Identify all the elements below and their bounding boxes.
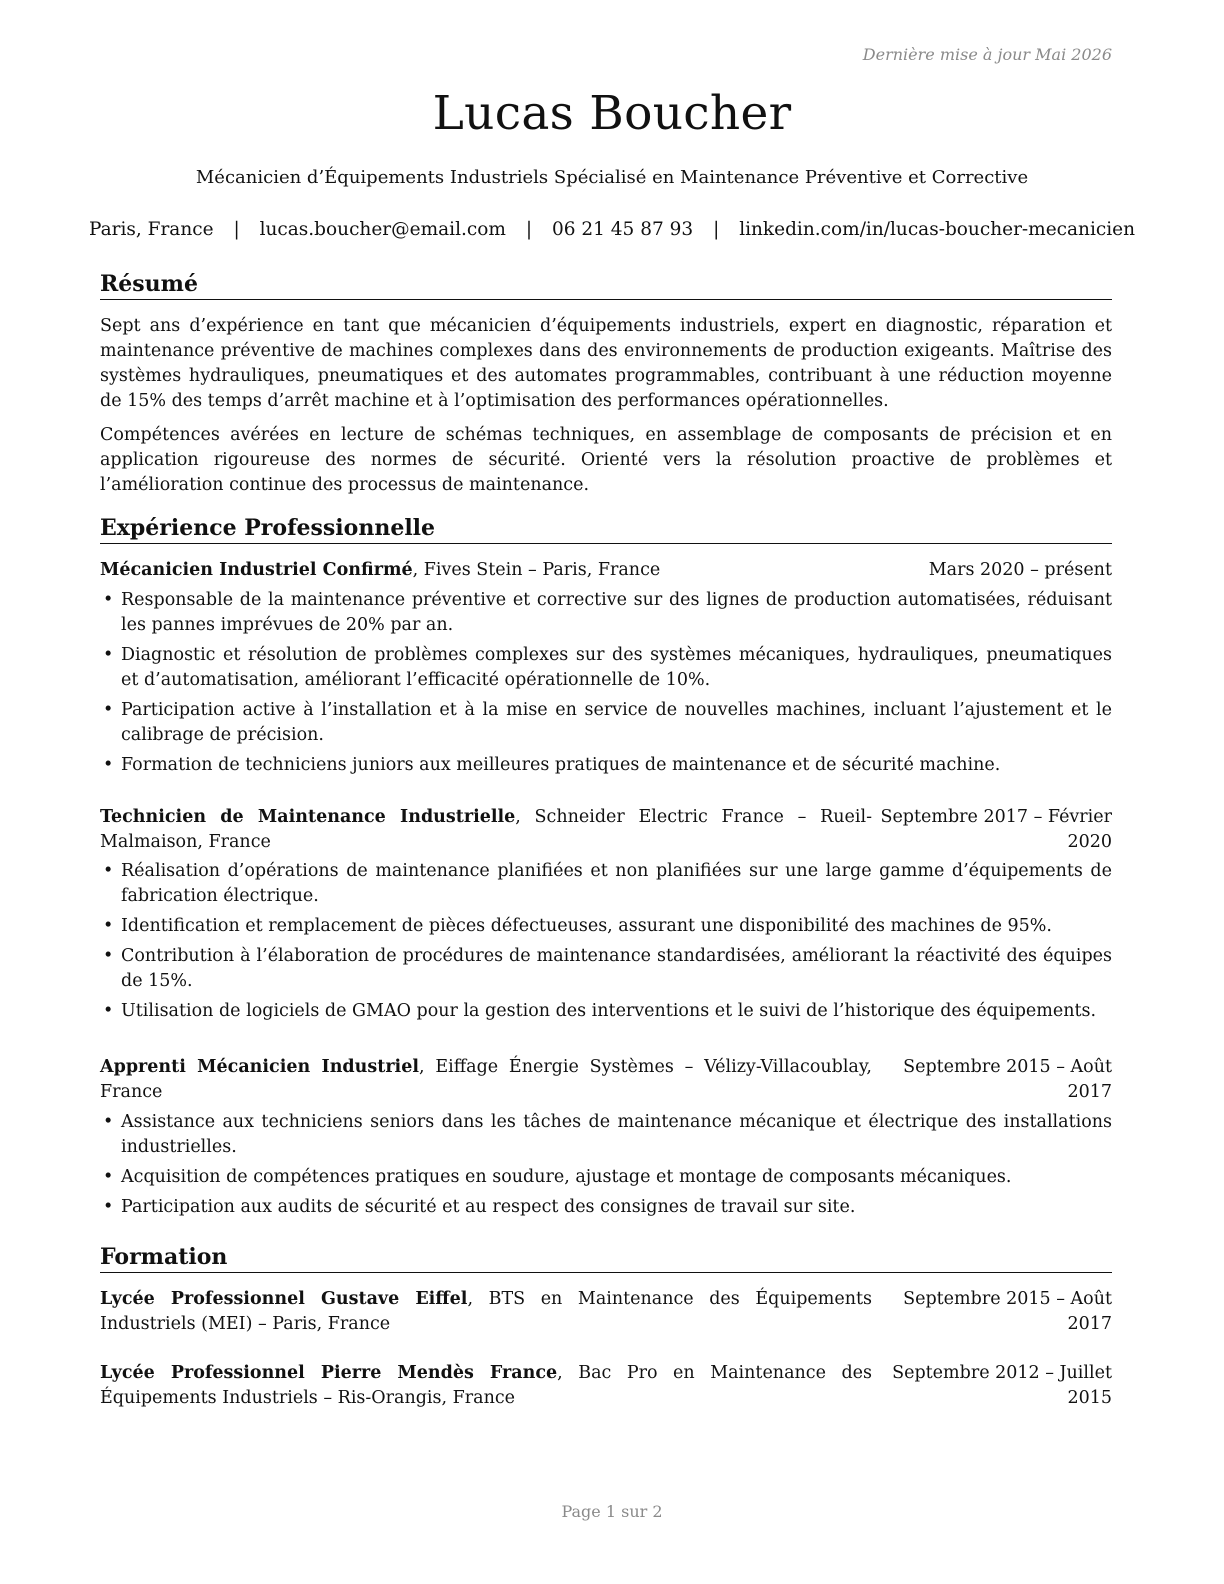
contact-separator: | [713, 219, 720, 240]
job-role: Technicien de Maintenance Industrielle [100, 807, 516, 827]
job-role-line [100, 1055, 872, 1105]
page-number: Page 1 sur 2 [561, 1502, 663, 1521]
job-bullets [100, 588, 1112, 783]
job-company: , Fives Stein – Paris, France [412, 560, 661, 580]
job-role: Apprenti Mécanicien Industriel [100, 1057, 419, 1077]
job-header [100, 1055, 1112, 1105]
list-item: • Contribution à l’élaboration de procédures de maintenance standardisées, améliorant la réactivité des équipes de 15%. [100, 944, 1112, 994]
job-company: , Eiffage Énergie Systèmes – Vélizy-Villacoublay, France [100, 1057, 872, 1102]
contact-line [0, 219, 1224, 240]
contact-phone: 06 21 45 87 93 [551, 219, 694, 240]
list-item: • Formation de techniciens juniors aux meilleures pratiques de maintenance et de sécurité machine. [100, 753, 1112, 778]
list-item: • Identification et remplacement de pièces défectueuses, assurant une disponibilité des machines de 95%. [100, 914, 1112, 939]
contact-linkedin-link[interactable]: linkedin.com/in/lucas-boucher-mecanicien [739, 219, 1136, 240]
list-item: • Utilisation de logiciels de GMAO pour la gestion des interventions et le suivi de l’historique des équipements. [100, 999, 1112, 1024]
last-updated-note: Dernière mise à jour Mai 2026 [862, 45, 1112, 64]
education-degree: , BTS en Maintenance des Équipements Industriels (MEI) – Paris, France [100, 1289, 872, 1334]
contact-separator: | [233, 219, 240, 240]
list-item: • Responsable de la maintenance préventive et corrective sur des lignes de production automatisées, réduisant les pannes imprévues de 20% par an. [100, 588, 1112, 638]
job-bullets [100, 859, 1112, 1029]
education-dates: Septembre 2012 – Juillet 2015 [892, 1363, 1112, 1408]
section-title-summary: Résumé [100, 270, 1112, 300]
education-school: Lycée Professionnel Pierre Mendès France [100, 1363, 558, 1383]
job-header [100, 558, 1112, 583]
list-item: • Réalisation d’opérations de maintenance planifiées et non planifiées sur une large gamme d’équipements de fabrication électrique. [100, 859, 1112, 909]
job-dates: Septembre 2015 – Août 2017 [903, 1057, 1112, 1102]
education-dates: Septembre 2015 – Août 2017 [903, 1289, 1112, 1334]
summary-paragraph: Compétences avérées en lecture de schémas techniques, en assemblage de composants de précision et en application rigoureuse des normes de sécurité. Orienté vers la résolution proactive de problèmes et l’amélioration continue des processus de maintenance. [100, 425, 1112, 495]
list-item: • Acquisition de compétences pratiques en soudure, ajustage et montage de composants mécaniques. [100, 1165, 1112, 1190]
education-degree: , Bac Pro en Maintenance des Équipements Industriels – Ris-Orangis, France [100, 1363, 872, 1408]
contact-separator: | [525, 219, 533, 240]
contact-location: Paris, France [88, 219, 214, 240]
job-role-line [100, 805, 872, 855]
candidate-name: Lucas Boucher [432, 86, 792, 141]
education-school-line [100, 1287, 872, 1337]
list-item: • Participation active à l’installation et à la mise en service de nouvelles machines, incluant l’ajustement et le calibrage de précision. [100, 698, 1112, 748]
education-school-line [100, 1361, 872, 1411]
education-school: Lycée Professionnel Gustave Eiffel [100, 1289, 468, 1309]
job-bullets [100, 1110, 1112, 1225]
job-role-line [100, 558, 929, 583]
list-item: • Diagnostic et résolution de problèmes complexes sur des systèmes mécaniques, hydrauliques, pneumatiques et d’automatisation, améliorant l’efficacité opérationnelle de 10%. [100, 643, 1112, 693]
job-header [100, 805, 1112, 855]
section-title-education: Formation [100, 1243, 1112, 1273]
job-dates: Mars 2020 – présent [928, 560, 1112, 580]
list-item: • Assistance aux techniciens seniors dans les tâches de maintenance mécanique et électrique des installations industrielles. [100, 1110, 1112, 1160]
education-entry [100, 1287, 1112, 1337]
contact-email-link[interactable]: lucas.boucher@email.com [259, 219, 506, 240]
list-item: • Participation aux audits de sécurité et au respect des consignes de travail sur site. [100, 1195, 1112, 1220]
job-role: Mécanicien Industriel Confirmé [100, 560, 413, 580]
job-title-subtitle: Mécanicien d’Équipements Industriels Spécialisé en Maintenance Préventive et Corrective [195, 167, 1029, 188]
summary-paragraph: Sept ans d’expérience en tant que mécanicien d’équipements industriels, expert en diagnostic, réparation et maintenance préventive de machines complexes dans des environnements de production exigeants. Maîtrise des systèmes hydrauliques, pneumatiques et des automates programmables, contribuant à une réduction moyenne de 15% des temps d’arrêt machine et à l’optimisation des performances opérationnelles. [100, 316, 1112, 411]
job-company: , Schneider Electric France – Rueil-Malmaison, France [100, 807, 872, 852]
section-title-experience: Expérience Professionnelle [100, 514, 1112, 544]
job-dates: Septembre 2017 – Février 2020 [880, 807, 1112, 852]
education-entry [100, 1361, 1112, 1411]
